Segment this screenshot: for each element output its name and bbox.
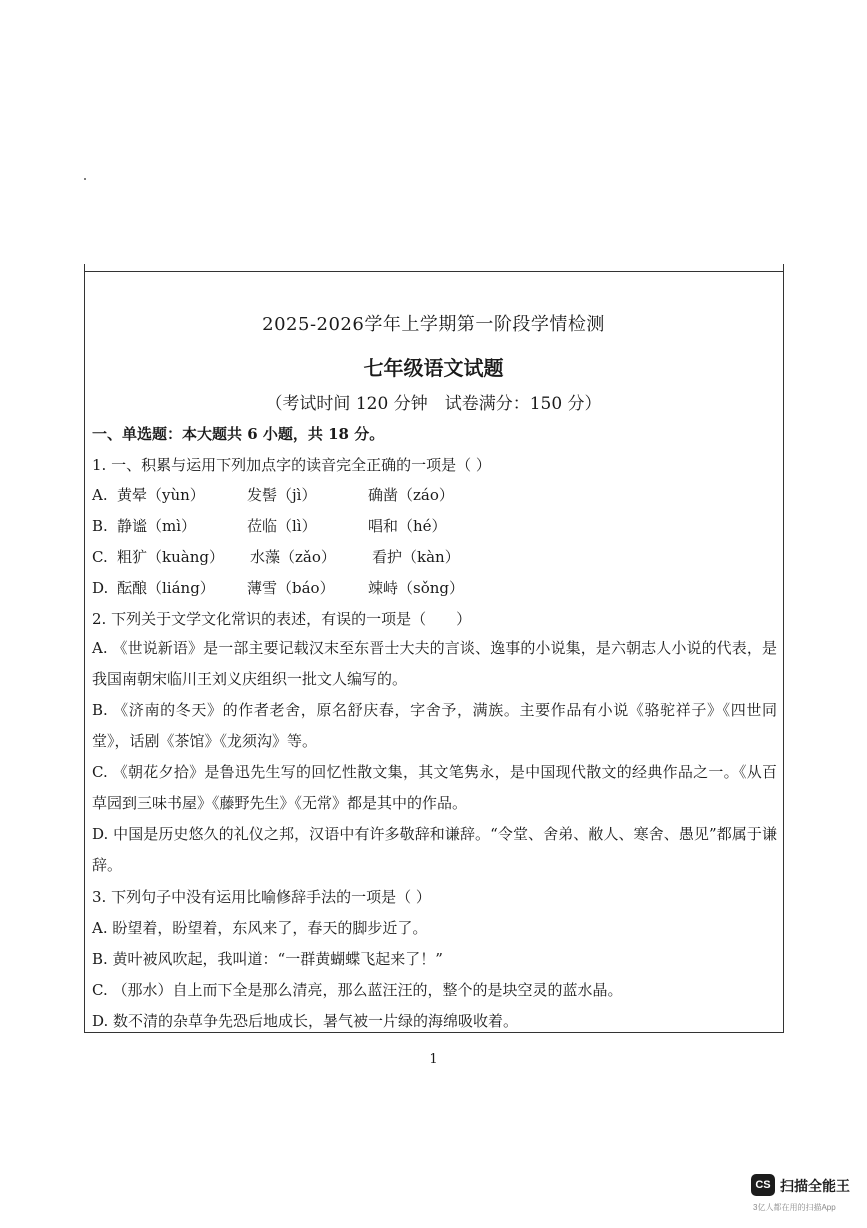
q1-option-c-item-2: 水藻（zǎo） [250, 548, 336, 566]
q1-option-c-item-3: 看护（kàn） [372, 548, 460, 566]
page-number: 1 [429, 1052, 438, 1067]
scan-speck [84, 178, 86, 180]
q3-option-b: B. 黄叶被风吹起，我叫道：“一群黄蝴蝶飞起来了！” [92, 950, 443, 968]
watermark-name: 扫描全能王 [780, 1178, 850, 1194]
section-heading: 一、单选题：本大题共 6 小题，共 18 分。 [92, 425, 385, 443]
camscanner-logo-icon: CS [751, 1174, 775, 1196]
q3-option-a: A. 盼望着，盼望着，东风来了，春天的脚步近了。 [92, 919, 428, 937]
q1-option-c-item-1: 粗犷（kuàng） [117, 548, 224, 566]
exam-subtitle: 七年级语文试题 [363, 356, 504, 380]
exam-title: 2025-2026学年上学期第一阶段学情检测 [262, 314, 605, 335]
q1-option-d-item-3: 竦峙（sǒng） [368, 579, 464, 597]
q2-option-a: A. 《世说新语》是一部主要记载汉末至东晋士大夫的言谈、逸事的小说集，是六朝志人小说的代表，是我国南朝宋临川王刘义庆组织一批文人编写的。 [92, 639, 777, 688]
q1-option-a-label: A. [92, 486, 108, 504]
q1-option-d-item-2: 薄雪（báo） [247, 579, 335, 597]
q1-option-c-label: C. [92, 548, 108, 566]
q1-option-a-item-3: 确凿（záo） [368, 486, 454, 504]
scanner-watermark [751, 1174, 863, 1224]
q1-option-b-item-2: 莅临（lì） [247, 517, 317, 535]
q2-option-d: D. 中国是历史悠久的礼仪之邦，汉语中有许多敬辞和谦辞。“令堂、舍弟、敝人、寒舍、愚见”都属于谦辞。 [92, 825, 777, 874]
q1-option-b-label: B. [92, 517, 108, 535]
q1-option-d-label: D. [92, 579, 109, 597]
q1-option-b-item-1: 静谧（mì） [117, 517, 197, 535]
q1-option-b-item-3: 唱和（hé） [368, 517, 447, 535]
q1-option-a-item-2: 发髻（jì） [247, 486, 317, 504]
q1-option-d-item-1: 酝酿（liáng） [117, 579, 215, 597]
q2-stem: 2. 下列关于文学文化常识的表述，有误的一项是（ ） [92, 610, 472, 628]
exam-info: （考试时间 120 分钟 试卷满分：150 分） [265, 394, 602, 414]
q2-option-c: C. 《朝花夕拾》是鲁迅先生写的回忆性散文集，其文笔隽永，是中国现代散文的经典作品之一。《从百草园到三味书屋》《藤野先生》《无常》都是其中的作品。 [92, 763, 777, 812]
q1-option-a-item-1: 黄晕（yùn） [117, 486, 205, 504]
watermark-tagline: 3亿人都在用的扫描App [753, 1203, 836, 1212]
q1-stem: 1. 一、积累与运用下列加点字的读音完全正确的一项是（ ） [92, 456, 491, 474]
q3-option-c: C. （那水）自上而下全是那么清亮，那么蓝汪汪的，整个的是块空灵的蓝水晶。 [92, 981, 623, 999]
q3-stem: 3. 下列句子中没有运用比喻修辞手法的一项是（ ） [92, 888, 431, 906]
q3-option-d: D. 数不清的杂草争先恐后地成长，暑气被一片绿的海绵吸收着。 [92, 1012, 519, 1030]
q2-option-b: B. 《济南的冬天》的作者老舍，原名舒庆春，字舍予，满族。主要作品有小说《骆驼祥子》《四世同堂》，话剧《茶馆》《龙须沟》等。 [92, 701, 777, 750]
